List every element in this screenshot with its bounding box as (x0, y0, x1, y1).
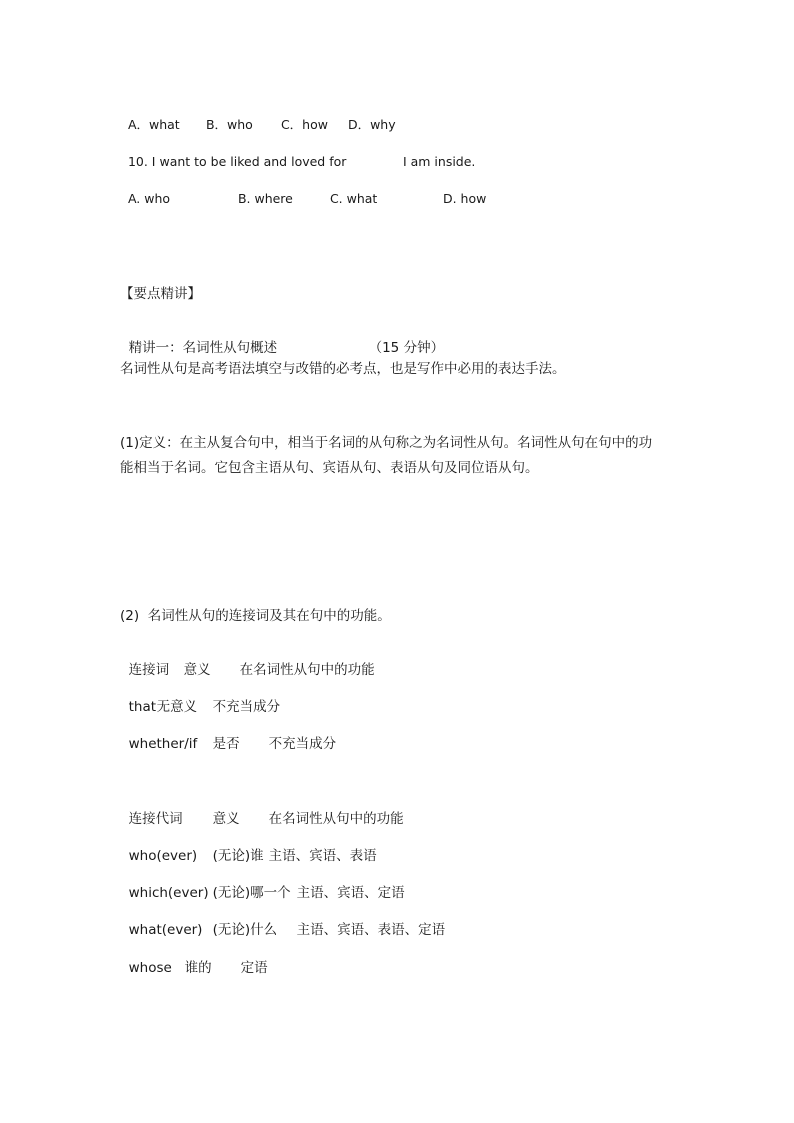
table2-row (120, 869, 405, 901)
q10-option-a: A. who (127, 191, 171, 206)
table2-row-function: 主语、宾语、表语、定语 (296, 922, 446, 938)
table1-row-word: whether/if (128, 736, 198, 752)
table1-row (120, 720, 336, 752)
table2-row-word: whose (128, 960, 172, 976)
q10-options-row (120, 175, 486, 207)
q10-stem-before: 10. I want to be liked and loved for (127, 154, 347, 169)
table2-row-word: what(ever) (128, 922, 203, 938)
table2-row-function: 定语 (240, 960, 268, 976)
definition-line2: 能相当于名词。它包含主语从句、宾语从句、表语从句及同位语从句。 (120, 460, 539, 476)
table1-row-word: that (128, 699, 157, 715)
table2-row-function: 主语、宾语、表语 (268, 848, 377, 864)
table2-row (120, 944, 268, 976)
table1-header (120, 646, 375, 678)
table2-row (120, 906, 445, 938)
table2-row-meaning: (无论)哪一个 (212, 885, 291, 901)
q10-stem (120, 138, 475, 170)
table2-row-meaning: (无论)什么 (212, 922, 278, 938)
definition-line1: (1)定义：在主从复合句中，相当于名词的从句称之为名词性从句。名词性从句在句中的功 (120, 435, 653, 451)
table1-row-function: 不充当成分 (268, 736, 337, 752)
table2-header-col1: 连接代词 (128, 811, 183, 827)
table2-row-word: which(ever) (128, 885, 209, 901)
q10-stem-after: I am inside. (402, 154, 476, 169)
table1-row-meaning: 无意义 (156, 699, 198, 715)
table2-header (120, 795, 404, 827)
table1-header-col1: 连接词 (128, 662, 170, 678)
table2-row-function: 主语、宾语、定语 (296, 885, 405, 901)
table1-row-function: 不充当成分 (212, 699, 281, 715)
q9-option-a: A．what (127, 117, 180, 132)
q10-option-c: C. what (329, 191, 378, 206)
section-title: 【要点精讲】 (120, 286, 201, 302)
table2-header-col2: 意义 (212, 811, 240, 827)
table1-header-col2: 意义 (183, 662, 211, 678)
lecture1-intro: 名词性从句是高考语法填空与改错的必考点，也是写作中必用的表达手法。 (120, 361, 566, 377)
lecture1-title: 精讲一：名词性从句概述 (128, 340, 278, 356)
table1-row (120, 683, 280, 715)
table2-header-col3: 在名词性从句中的功能 (268, 811, 404, 827)
q9-options-row (120, 101, 396, 133)
table2-row-meaning: 谁的 (184, 960, 212, 976)
table1-header-col3: 在名词性从句中的功能 (239, 662, 375, 678)
q9-option-c: C．how (280, 117, 328, 132)
table2-row (120, 832, 377, 864)
lecture1-time: （15 分钟） (368, 340, 445, 356)
q10-option-b: B. where (237, 191, 293, 206)
table1-row-meaning: 是否 (212, 736, 240, 752)
q9-option-d: D．why (347, 117, 396, 132)
table2-row-meaning: (无论)谁 (212, 848, 264, 864)
connectives-heading: (2) 名词性从句的连接词及其在句中的功能。 (120, 608, 391, 624)
lecture1-title-row (120, 324, 444, 356)
table2-row-word: who(ever) (128, 848, 198, 864)
q10-option-d: D. how (442, 191, 487, 206)
q9-option-b: B．who (205, 117, 253, 132)
